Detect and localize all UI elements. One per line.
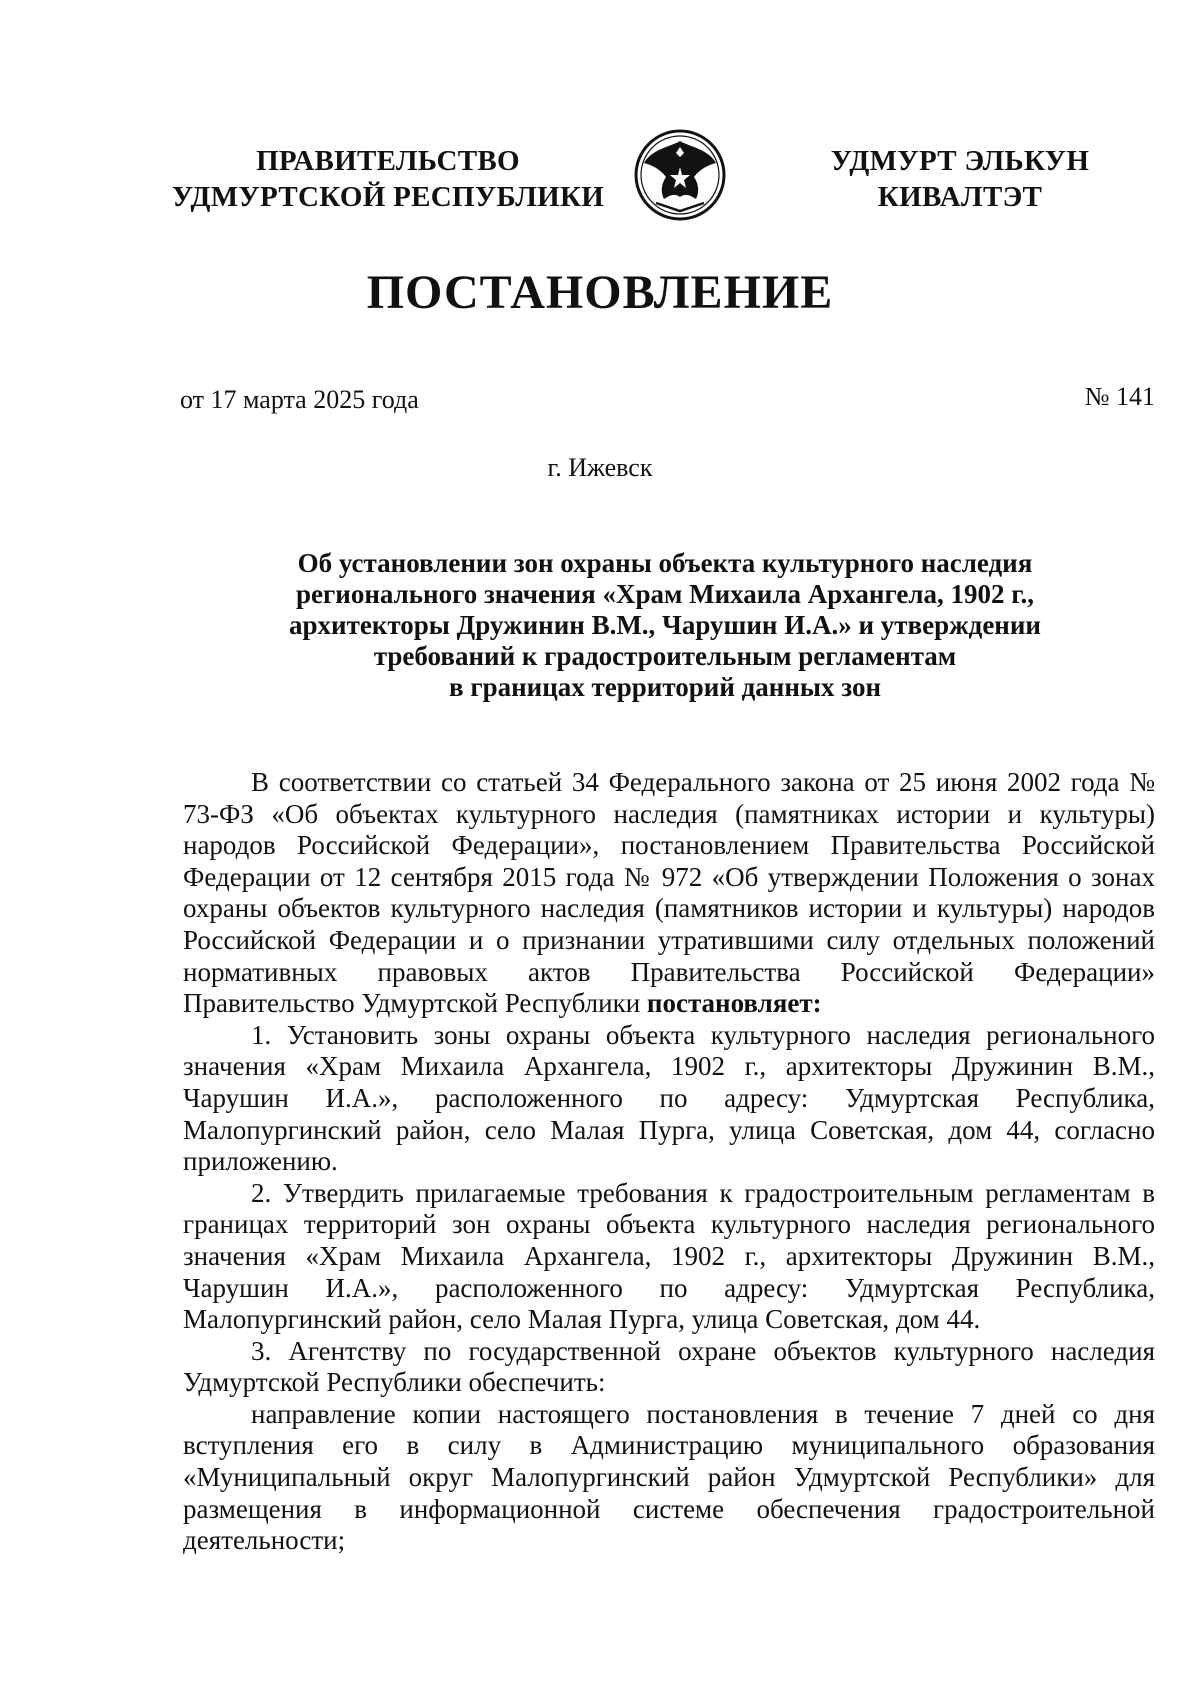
document-title: ПОСТАНОВЛЕНИЕ	[366, 266, 834, 319]
issuer-udmurt-line-1: УДМУРТ ЭЛЬКУН	[830, 145, 1090, 177]
item-3-subparagraph-1: направление копии настоящего постановления в течение 7 дней со дня вступления его в силу в Администрацию муниципального образования «Муниципальный округ Малопургинский район Удмуртской Республики» для размещения в информационной системе обеспечения градостроительной деятельности;	[183, 1398, 1155, 1556]
subject-line-5: в границах территорий данных зон	[449, 672, 881, 702]
issuer-line-1: ПРАВИТЕЛЬСТВО	[256, 145, 520, 177]
preamble-paragraph	[183, 767, 1155, 1020]
issuer-name-russian	[168, 143, 608, 215]
document-body	[183, 767, 1155, 1557]
issuer-line-2: УДМУРТСКОЙ РЕСПУБЛИКИ	[171, 181, 605, 213]
document-subject	[180, 548, 1150, 703]
preamble-text: В соответствии со статьей 34 Федерального закона от 25 июня 2002 года № 73-ФЗ «Об объектах культурного наследия (памятниках истории и культуры) народов Российской Федерации», постановлением Правительства Российской Федерации от 12 сентября 2015 года № 972 «Об утверждении Положения о зонах охраны объектов культурного наследия (памятников истории и культуры) народов Российской Федерации и о признании утратившими силу отдельных положений нормативных правовых актов Правительства Российской Федерации» Правительство Удмуртской Республики	[183, 767, 1155, 1019]
preamble-colon: :	[812, 988, 822, 1019]
issuer-udmurt-line-2: КИВАЛТЭТ	[877, 181, 1043, 213]
item-1-paragraph: 1. Установить зоны охраны объекта культурного наследия регионального значения «Храм Михаила Архангела, 1902 г., архитекторы Дружинин В.М., Чарушин И.А.», расположенного по адресу: Удмуртская Республика, Малопургинский район, село Малая Пурга, улица Советская, дом 44, согласно приложению.	[183, 1019, 1155, 1177]
subject-line-1: Об установлении зон охраны объекта культурного наследия	[297, 548, 1033, 578]
document-number: № 141	[1084, 382, 1155, 411]
subject-line-2: регионального значения «Храм Михаила Архангела, 1902 г.,	[296, 579, 1034, 609]
subject-line-3: архитекторы Дружинин В.М., Чарушин И.А.» и утверждении	[289, 610, 1041, 640]
document-city: г. Ижевск	[547, 453, 653, 482]
item-2-paragraph: 2. Утвердить прилагаемые требования к градостроительным регламентам в границах территорий зон охраны объекта культурного наследия регионального значения «Храм Михаила Архангела, 1902 г., архитекторы Дружинин В.М., Чарушин И.А.», расположенного по адресу: Удмуртская Республика, Малопургинский район, село Малая Пурга, улица Советская, дом 44.	[183, 1177, 1155, 1335]
document-date: от 17 марта 2025 года	[180, 385, 419, 414]
subject-line-4: требований к градостроительным регламентам	[373, 641, 957, 671]
item-3-paragraph: 3. Агентству по государственной охране объектов культурного наследия Удмуртской Республики обеспечить:	[183, 1335, 1155, 1398]
issuer-name-udmurt	[790, 143, 1130, 215]
udmurt-coat-of-arms-icon	[630, 123, 730, 223]
preamble-decree-word: постановляет	[646, 988, 813, 1019]
